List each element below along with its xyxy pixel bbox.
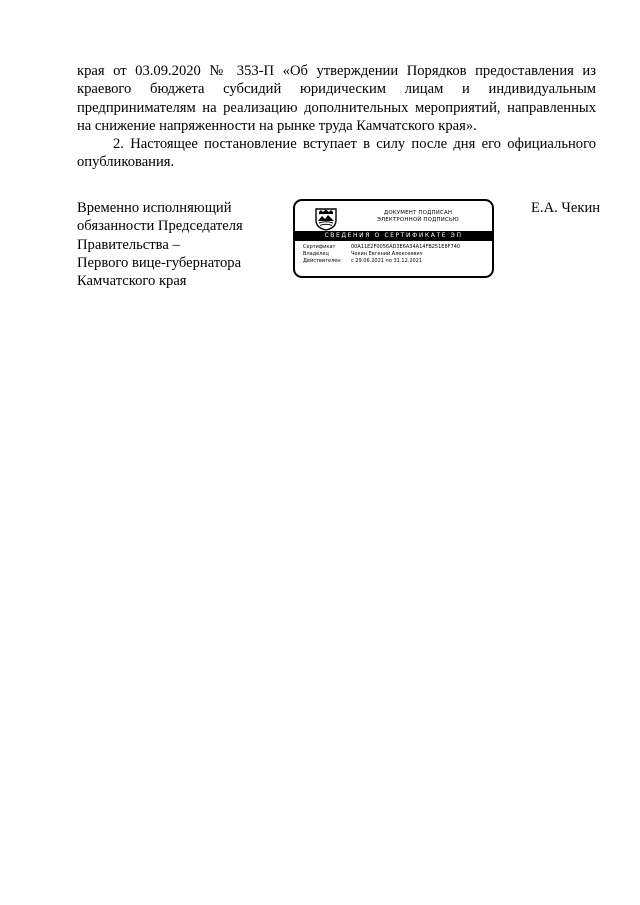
signer-position [77,199,243,290]
stamp-row-value: 00A11E2F0056AD3E6A34A14FB251E8F740 [351,244,461,250]
signer-position-line: Временно исполняющий [77,200,232,216]
stamp-header-line: ЭЛЕКТРОННОЙ ПОДПИСЬЮ [377,217,459,223]
stamp-row-label: Сертификат [303,244,336,250]
stamp-details [303,244,460,266]
signer-name: Е.А. Чекин [531,200,601,216]
stamp-row-validity [303,258,460,265]
stamp-header-line: ДОКУМЕНТ ПОДПИСАН [383,210,453,216]
electronic-signature-stamp [293,199,494,278]
stamp-header [357,210,479,224]
signer-position-line: обязанности Председателя [77,218,243,235]
coat-of-arms-icon [315,207,337,231]
stamp-row-value: Чекин Евгений Алексеевич [351,251,423,258]
signer-position-line: Камчатского края [77,273,187,290]
signer-position-line: Первого вице-губернатора [77,254,242,271]
body-paragraph-1: края от 03.09.2020 № 353-П «Об утверждении Порядков предоставления из краевого бюджета субсидий юридическим лицам и индивидуальным предпринимателям на реализацию дополнительных мероприятий, направленных на снижение напряженности на рынке труда Камчатского края». [77,63,596,134]
document-body [77,62,596,172]
stamp-row-label: Владелец [303,251,329,258]
stamp-row-value: с 29.06.2021 по 31.12.2021 [351,258,423,265]
stamp-band-title: СВЕДЕНИЯ О СЕРТИФИКАТЕ ЭП [295,231,492,241]
signer-position-line: Правительства – [77,236,180,253]
body-paragraph-2: 2. Настоящее постановление вступает в силу после дня его официального опубликования. [77,136,596,171]
stamp-row-label: Действителен [303,258,341,265]
